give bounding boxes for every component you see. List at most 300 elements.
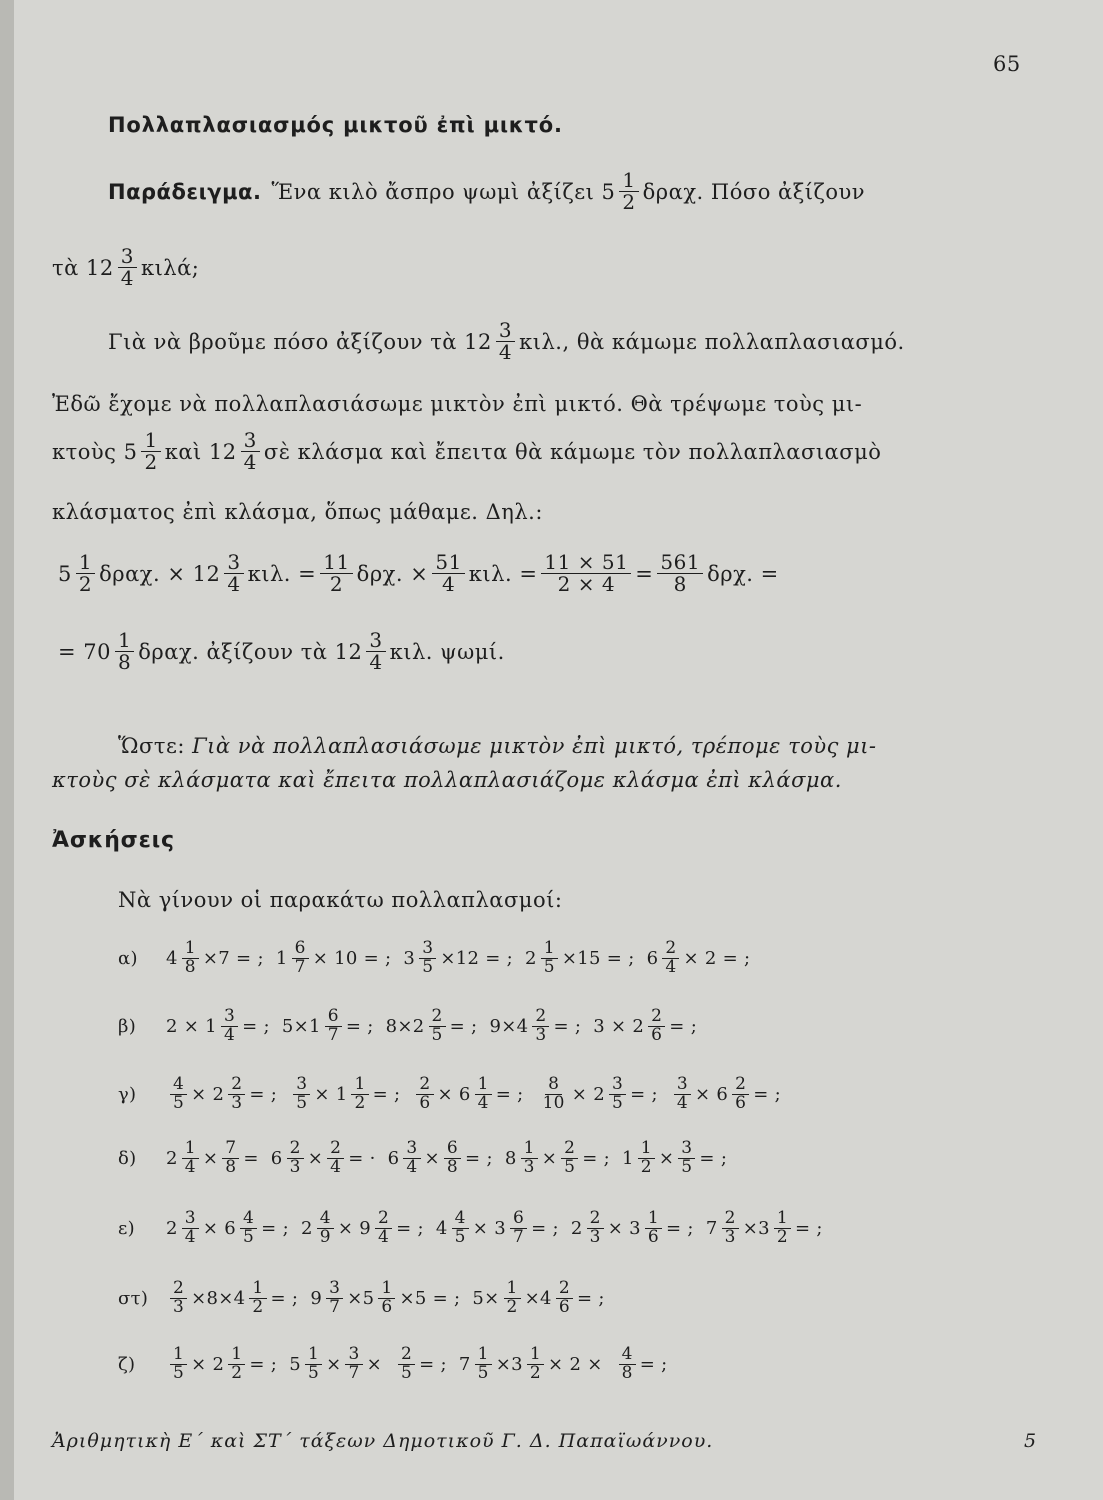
exercise-item xyxy=(386,1008,478,1045)
exercise-text: = ; xyxy=(630,1083,658,1105)
fraction xyxy=(527,1346,544,1383)
fraction-denominator: 2 xyxy=(506,1296,518,1317)
exercise-operator: × 3 xyxy=(607,1217,641,1239)
fraction-denominator: 2 xyxy=(640,1156,652,1177)
exercise-text: = xyxy=(243,1147,259,1169)
fraction-numerator: 1 xyxy=(541,940,558,959)
example-line-2 xyxy=(52,246,199,289)
fraction xyxy=(249,1280,266,1317)
fraction xyxy=(444,1140,461,1177)
fraction: $\frac{1}{2}$ xyxy=(76,552,95,595)
exercise-operator: × xyxy=(307,1147,324,1169)
fraction-denominator: 3 xyxy=(173,1296,185,1317)
fraction-denominator: 3 xyxy=(535,1024,547,1045)
fraction-denominator: 3 xyxy=(589,1226,601,1247)
fraction xyxy=(674,1076,691,1113)
fraction-numerator: 2 xyxy=(416,1076,433,1095)
fraction-numerator: 2 xyxy=(375,1210,392,1229)
fraction: $\frac{11}{2}$ xyxy=(320,552,352,595)
fraction-denominator: 7 xyxy=(329,1296,341,1317)
fraction-denominator: 4 xyxy=(330,1156,342,1177)
exercise-text: 2 xyxy=(525,947,537,969)
fraction-numerator: 2 xyxy=(722,1210,739,1229)
row-label: β) xyxy=(118,1015,137,1037)
exercise-text: = ; xyxy=(242,1015,270,1037)
fraction-denominator: 3 xyxy=(289,1156,301,1177)
exercise-text: = ; xyxy=(249,1353,278,1375)
exercise-item xyxy=(289,1346,382,1383)
fraction-numerator: 2 xyxy=(532,1008,549,1027)
fraction xyxy=(532,1008,549,1045)
fraction-denominator: 6 xyxy=(419,1092,431,1113)
fraction: $\frac{561}{8}$ xyxy=(657,552,703,595)
exercise-item xyxy=(166,1008,270,1045)
exercise-text: 4 xyxy=(435,1217,448,1239)
exercise-item xyxy=(459,1346,603,1383)
fraction-numerator: 2 xyxy=(429,1008,446,1027)
fraction-numerator: 2 xyxy=(556,1280,573,1299)
exercise-text: 2 xyxy=(166,1217,178,1239)
exercise-text: 4 xyxy=(166,947,178,969)
fraction-denominator: 3 xyxy=(523,1156,535,1177)
fraction-numerator: 4 xyxy=(240,1210,257,1229)
exercise-row-a xyxy=(118,940,762,977)
fraction-numerator: 1 xyxy=(521,1140,538,1159)
exercise-text: ×12 = ; xyxy=(440,947,513,969)
eq-text: δραχ. × 12 xyxy=(99,561,221,586)
exercise-text: 2 xyxy=(166,1147,178,1169)
fraction-denominator: 4 xyxy=(406,1156,418,1177)
fraction: $\frac{3}{4}$ xyxy=(118,246,137,289)
fraction xyxy=(345,1346,362,1383)
exercise-text: 9 xyxy=(310,1287,323,1309)
fraction xyxy=(416,1076,433,1113)
fraction-denominator: 2 xyxy=(354,1092,366,1113)
fraction xyxy=(774,1210,791,1247)
fraction-numerator: 3 xyxy=(182,1210,199,1229)
eq-text: δρχ. × xyxy=(356,561,429,586)
paragraph-2-line-1: Ἐδῶ ἔχομε νὰ πολλαπλασιάσωμε μικτὸν ἐπὶ μικτό. Θὰ τρέψωμε τοὺς μι- xyxy=(52,392,863,416)
exercise-operator: ×3 xyxy=(742,1217,770,1239)
fraction-denominator: 7 xyxy=(294,956,306,977)
exercise-text: = ; xyxy=(495,1083,524,1105)
exercise-operator: × 2 xyxy=(191,1083,225,1105)
fraction xyxy=(221,1008,238,1045)
fraction-numerator: 3 xyxy=(419,940,436,959)
fraction-denominator: 8 xyxy=(621,1362,633,1383)
exercise-text: 3 × 2 xyxy=(593,1015,645,1037)
fraction-denominator: 7 xyxy=(348,1362,360,1383)
exercise-text: = ; xyxy=(753,1083,782,1105)
exercise-text: 8 xyxy=(504,1147,517,1169)
fraction xyxy=(648,1008,665,1045)
exercise-item xyxy=(166,1210,289,1247)
exercise-operator: × 9 xyxy=(337,1217,371,1239)
fraction-numerator: 1 xyxy=(228,1346,245,1365)
example-label: Παράδειγμα. xyxy=(108,179,262,204)
exercise-text: ×5 = ; xyxy=(399,1287,461,1309)
paragraph-2-line-2 xyxy=(52,430,881,473)
exercise-text: = ; xyxy=(396,1217,424,1239)
fraction-denominator: 10 xyxy=(542,1092,565,1113)
fraction-numerator: 3 xyxy=(678,1140,695,1159)
exercise-text: 2 × 1 xyxy=(166,1015,217,1037)
exercise-item xyxy=(505,1140,610,1177)
exercise-item xyxy=(571,1210,694,1247)
fraction xyxy=(222,1140,239,1177)
fraction-denominator: 5 xyxy=(296,1092,308,1113)
fraction: $\frac{51}{4}$ xyxy=(432,552,464,595)
fraction: $\frac{3}{4}$ xyxy=(366,630,385,673)
exercise-item xyxy=(403,940,513,977)
fraction xyxy=(587,1210,604,1247)
fraction-denominator: 4 xyxy=(184,1226,196,1247)
fraction-numerator: 4 xyxy=(170,1076,187,1095)
fraction-numerator: 2 xyxy=(287,1140,304,1159)
exercise-text: = ; xyxy=(419,1353,447,1375)
exercise-text: = ; xyxy=(553,1015,582,1037)
fraction-numerator: 2 xyxy=(648,1008,665,1027)
fraction-denominator: 5 xyxy=(681,1156,693,1177)
exercise-text: = ; xyxy=(465,1147,493,1169)
fraction-denominator: 5 xyxy=(307,1362,320,1383)
fraction-numerator: 2 xyxy=(662,940,679,959)
fraction-denominator: 3 xyxy=(724,1226,736,1247)
exercise-item xyxy=(166,1346,277,1383)
exercise-operator: ×8×4 xyxy=(191,1287,246,1309)
fraction xyxy=(292,940,309,977)
fraction xyxy=(317,1210,334,1247)
fraction-numerator: 1 xyxy=(170,1346,187,1365)
fraction-numerator: 4 xyxy=(317,1210,334,1229)
fraction-denominator: 4 xyxy=(184,1156,196,1177)
exercise-text: = ; xyxy=(669,1015,698,1037)
fraction-numerator: 2 xyxy=(327,1140,344,1159)
eq-text: δρχ. = xyxy=(707,561,779,586)
fraction-numerator: 1 xyxy=(645,1210,662,1229)
fraction-denominator: 5 xyxy=(173,1092,185,1113)
example-line-1 xyxy=(108,170,865,213)
fraction-denominator: 5 xyxy=(422,956,434,977)
fraction-denominator: 5 xyxy=(611,1092,624,1113)
exercise-item xyxy=(310,1280,460,1317)
fraction-numerator: 1 xyxy=(504,1280,521,1299)
exercise-item xyxy=(289,1076,400,1113)
fraction-denominator: 6 xyxy=(735,1092,747,1113)
fraction-denominator: 3 xyxy=(231,1092,243,1113)
fraction-numerator: 6 xyxy=(444,1140,461,1159)
exercise-item xyxy=(282,1008,374,1045)
fraction-denominator: 2 xyxy=(776,1226,788,1247)
exercise-text: = ; xyxy=(345,1015,374,1037)
fraction-numerator: 1 xyxy=(475,1346,492,1365)
fraction-denominator: 2 xyxy=(252,1296,264,1317)
exercise-text: × 2 = ; xyxy=(683,947,751,969)
fraction-numerator: 1 xyxy=(475,1076,492,1095)
fraction-denominator: 5 xyxy=(564,1156,576,1177)
fraction xyxy=(170,1280,187,1317)
fraction xyxy=(638,1140,655,1177)
eq-text: = 70 xyxy=(58,639,111,664)
exercise-text: = ; xyxy=(270,1287,299,1309)
paragraph-text: καὶ 12 xyxy=(164,439,237,464)
fraction xyxy=(170,1076,187,1113)
fraction-numerator: 2 xyxy=(170,1280,187,1299)
fraction: $\frac{1}{2}$ xyxy=(141,430,160,473)
page-number: 65 xyxy=(993,52,1021,76)
exercise-operator: × 3 xyxy=(472,1217,506,1239)
exercise-item xyxy=(271,1140,376,1177)
exercise-text: = ; xyxy=(261,1217,289,1239)
fraction-denominator: 5 xyxy=(543,956,555,977)
eq-text: = xyxy=(635,561,654,586)
fraction xyxy=(403,1140,420,1177)
fraction-numerator: 1 xyxy=(351,1076,368,1095)
fraction xyxy=(561,1140,578,1177)
exercise-row-d xyxy=(118,1140,739,1177)
fraction-numerator: 6 xyxy=(292,940,309,959)
fraction: $\frac{1}{2}$ xyxy=(619,170,638,213)
exercise-operator: × xyxy=(326,1353,342,1375)
row-label: γ) xyxy=(118,1083,137,1105)
exercises-title: Ἀσκήσεις xyxy=(52,828,175,853)
fraction xyxy=(182,1210,199,1247)
exercise-text: = ; xyxy=(639,1353,668,1375)
exercise-operator: × xyxy=(541,1147,558,1169)
exercise-text: × 2 × xyxy=(548,1353,603,1375)
paragraph-text: Γιὰ νὰ βροῦμε πόσο ἀξίζουν τὰ 12 xyxy=(108,329,492,354)
rule-line-1 xyxy=(118,734,877,758)
fraction-numerator: 3 xyxy=(293,1076,310,1095)
fraction xyxy=(540,1076,568,1113)
exercise-item xyxy=(472,1280,604,1317)
eq-text: 5 xyxy=(58,561,72,586)
fraction xyxy=(541,940,558,977)
exercise-row-e xyxy=(118,1210,835,1247)
exercise-item xyxy=(706,1210,823,1247)
fraction xyxy=(722,1210,739,1247)
fraction: $\frac{11 \times 51}{2 \times 4}$ xyxy=(541,552,631,595)
fraction-denominator: 6 xyxy=(381,1296,393,1317)
exercise-operator: ×4 xyxy=(524,1287,552,1309)
exercise-item xyxy=(622,1140,727,1177)
fraction-denominator: 4 xyxy=(676,1092,688,1113)
example-text-tail: δραχ. Πόσο ἀξίζουν xyxy=(642,179,866,204)
exercise-text: = · xyxy=(348,1147,376,1169)
fraction-numerator: 1 xyxy=(305,1346,322,1365)
exercise-text: = ; xyxy=(794,1217,823,1239)
equation-1 xyxy=(58,552,779,595)
eq-text: κιλ. = xyxy=(468,561,538,586)
exercise-text: 5× xyxy=(472,1287,500,1309)
fraction xyxy=(452,1210,469,1247)
exercise-text: 8×2 xyxy=(385,1015,425,1037)
rule-text: Γιὰ νὰ πολλαπλασιάσωμε μικτὸν ἐπὶ μικτό, τρέπομε τοὺς μι- xyxy=(192,734,877,758)
exercise-item xyxy=(593,1008,697,1045)
exercise-row-g xyxy=(118,1346,680,1383)
fraction-denominator: 4 xyxy=(665,956,677,977)
exercise-item xyxy=(647,940,751,977)
exercise-text: × 10 = ; xyxy=(312,947,392,969)
exercise-item xyxy=(301,1210,424,1247)
exercise-text: ×15 = ; xyxy=(561,947,635,969)
exercise-text: 9×4 xyxy=(489,1015,529,1037)
fraction-numerator: 3 xyxy=(345,1346,362,1365)
fraction-denominator: 4 xyxy=(223,1024,236,1045)
paragraph-text-tail: κιλ., θὰ κάμωμε πολλαπλασιασμό. xyxy=(519,329,905,354)
fraction-numerator: 7 xyxy=(222,1140,239,1159)
example-text: Ἕνα κιλὸ ἄσπρο ψωμὶ ἀξίζει 5 xyxy=(271,179,616,204)
fraction xyxy=(351,1076,368,1113)
fraction-numerator: 3 xyxy=(403,1140,420,1159)
paragraph-2-line-3: κλάσματος ἐπὶ κλάσμα, ὅπως μάθαμε. Δηλ.: xyxy=(52,500,543,524)
fraction-denominator: 7 xyxy=(512,1226,525,1247)
exercise-text: 7 xyxy=(458,1353,471,1375)
fraction: $\frac{3}{4}$ xyxy=(496,320,515,363)
fraction xyxy=(182,1140,199,1177)
fraction: $\frac{3}{4}$ xyxy=(224,552,243,595)
eq-text: κιλ. = xyxy=(247,561,317,586)
fraction-denominator: 8 xyxy=(184,956,196,977)
exercise-operator: × 2 xyxy=(191,1353,225,1375)
fraction xyxy=(398,1346,415,1383)
exercise-item xyxy=(276,940,392,977)
fraction-numerator: 3 xyxy=(609,1076,626,1095)
fraction-numerator: 3 xyxy=(326,1280,343,1299)
exercise-text: = ; xyxy=(372,1083,401,1105)
fraction-denominator: 8 xyxy=(225,1156,237,1177)
row-label: ε) xyxy=(118,1217,135,1239)
exercise-operator: × 6 xyxy=(694,1083,729,1105)
exercise-text: 6 xyxy=(646,947,659,969)
exercise-item xyxy=(436,1210,559,1247)
exercise-operator: ×3 xyxy=(495,1353,523,1375)
fraction xyxy=(504,1280,521,1317)
page-binding-edge xyxy=(0,0,14,1500)
fraction xyxy=(228,1346,245,1383)
exercise-text: = ; xyxy=(582,1147,611,1169)
exercise-row-f xyxy=(118,1280,617,1317)
exercise-text: 6 xyxy=(387,1147,400,1169)
fraction xyxy=(170,1346,187,1383)
exercise-text: ×7 = ; xyxy=(202,947,264,969)
exercises-intro: Νὰ γίνουν οἱ παρακάτω πολλαπλασμοί: xyxy=(118,888,563,912)
fraction xyxy=(305,1346,322,1383)
fraction xyxy=(475,1076,492,1113)
fraction-numerator: 2 xyxy=(587,1210,604,1229)
fraction-denominator: 8 xyxy=(446,1156,459,1177)
exercise-text: × xyxy=(366,1353,382,1375)
fraction-denominator: 5 xyxy=(431,1024,443,1045)
exercise-operator: × xyxy=(424,1147,440,1169)
exercise-item xyxy=(536,1076,658,1113)
fraction-denominator: 6 xyxy=(647,1226,660,1247)
fraction-denominator: 4 xyxy=(477,1092,489,1113)
fraction-denominator: 5 xyxy=(243,1226,255,1247)
fraction xyxy=(475,1346,492,1383)
fraction-numerator: 2 xyxy=(228,1076,245,1095)
fraction xyxy=(732,1076,749,1113)
eq-text: δραχ. ἀξίζουν τὰ 12 xyxy=(138,639,363,664)
fraction-numerator: 1 xyxy=(249,1280,266,1299)
exercise-row-b xyxy=(118,1008,709,1045)
exercise-text: 3 xyxy=(403,947,416,969)
fraction xyxy=(325,1008,342,1045)
fraction-numerator: 1 xyxy=(638,1140,655,1159)
fraction-denominator: 5 xyxy=(454,1226,466,1247)
fraction xyxy=(327,1140,344,1177)
equation-2 xyxy=(58,630,505,673)
example-text: τὰ 12 xyxy=(52,255,114,280)
exercise-item xyxy=(166,1280,298,1317)
fraction-numerator: 3 xyxy=(221,1008,238,1027)
exercise-operator: × xyxy=(202,1147,219,1169)
fraction xyxy=(619,1346,636,1383)
exercise-operator: × 6 xyxy=(202,1217,237,1239)
fraction-denominator: 6 xyxy=(558,1296,570,1317)
exercise-row-c xyxy=(118,1076,793,1113)
fraction-denominator: 2 xyxy=(231,1362,243,1383)
exercise-text: 5 xyxy=(289,1353,301,1375)
fraction-numerator: 4 xyxy=(452,1210,469,1229)
row-label: στ) xyxy=(118,1287,149,1309)
exercise-text: 7 xyxy=(705,1217,718,1239)
exercise-text: 2 xyxy=(300,1217,313,1239)
fraction: $\frac{1}{8}$ xyxy=(115,630,134,673)
fraction xyxy=(287,1140,304,1177)
fraction xyxy=(510,1210,527,1247)
fraction-denominator: 2 xyxy=(529,1362,542,1383)
exercise-operator: × 6 xyxy=(437,1083,471,1105)
fraction-numerator: 2 xyxy=(732,1076,749,1095)
exercise-text: 1 xyxy=(275,947,288,969)
footer-signature: 5 xyxy=(1024,1430,1037,1452)
exercise-operator: × 2 xyxy=(571,1083,605,1105)
row-label: α) xyxy=(118,947,138,969)
exercise-operator: × xyxy=(658,1147,675,1169)
fraction xyxy=(662,940,679,977)
example-text-tail: κιλά; xyxy=(140,255,200,280)
row-label: ζ) xyxy=(118,1353,136,1375)
fraction-denominator: 5 xyxy=(477,1362,489,1383)
fraction-denominator: 5 xyxy=(400,1362,413,1383)
exercise-text: = ; xyxy=(531,1217,559,1239)
fraction-numerator: 6 xyxy=(510,1210,527,1229)
exercise-text: = ; xyxy=(666,1217,694,1239)
exercise-text: = ; xyxy=(249,1083,278,1105)
exercise-item xyxy=(412,1076,523,1113)
fraction-numerator: 1 xyxy=(182,1140,199,1159)
paragraph-1 xyxy=(108,320,905,363)
fraction xyxy=(556,1280,573,1317)
exercise-item xyxy=(166,1140,259,1177)
exercise-item xyxy=(166,940,264,977)
exercise-item xyxy=(670,1076,781,1113)
paragraph-text: κτοὺς 5 xyxy=(52,439,138,464)
fraction xyxy=(419,940,436,977)
fraction xyxy=(678,1140,695,1177)
exercise-item xyxy=(525,940,635,977)
exercise-operator: ×5 xyxy=(347,1287,375,1309)
fraction-denominator: 5 xyxy=(173,1362,185,1383)
fraction xyxy=(293,1076,310,1113)
fraction-numerator: 6 xyxy=(325,1008,342,1027)
eq-text: κιλ. ψωμί. xyxy=(389,639,505,664)
exercise-item xyxy=(615,1346,668,1383)
fraction-numerator: 1 xyxy=(774,1210,791,1229)
fraction xyxy=(375,1210,392,1247)
fraction: $\frac{3}{4}$ xyxy=(241,430,260,473)
